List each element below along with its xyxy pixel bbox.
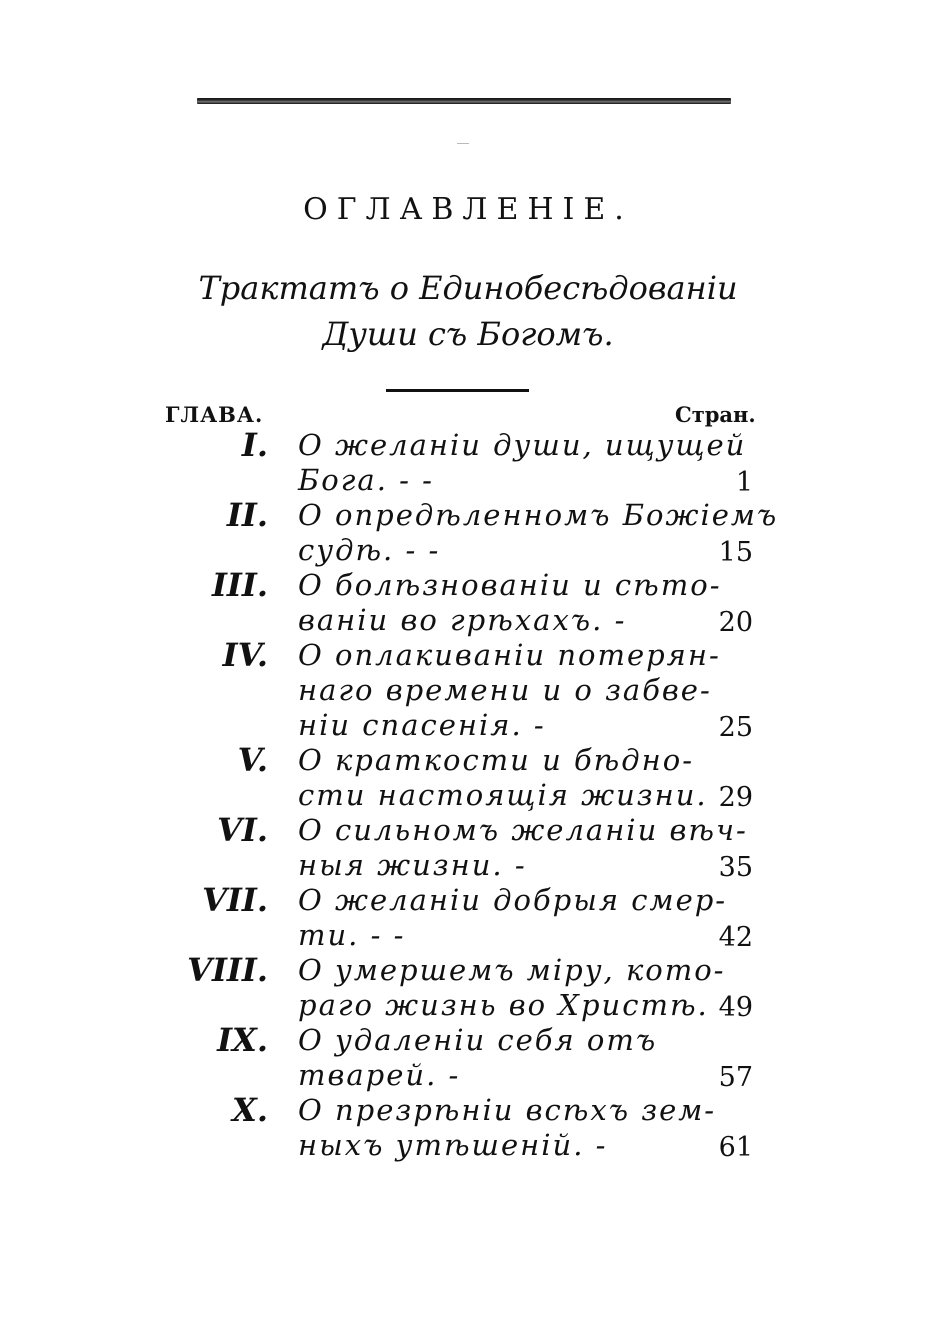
page-number: 1 bbox=[735, 467, 753, 498]
chapter-number: III. bbox=[211, 566, 268, 604]
chapter-title-line: раго жизнь во Христѣ. bbox=[298, 988, 709, 1022]
chapter-title-line: О удаленіи себя отъ bbox=[298, 1023, 658, 1057]
treatise-title-line-1: Трактатъ о Единобесѣдованіи bbox=[198, 269, 738, 307]
page-heading: ОГЛАВЛЕНІЕ. bbox=[303, 192, 633, 227]
page-number: 29 bbox=[718, 782, 753, 813]
page-number: 35 bbox=[718, 852, 753, 883]
page-number: 42 bbox=[718, 922, 753, 953]
page-number: 15 bbox=[718, 537, 753, 568]
chapter-title-line: О презрѣніи всѣхъ зем- bbox=[298, 1093, 717, 1127]
chapter-title-line: ніи спасенія. - bbox=[298, 708, 546, 742]
chapter-title-line: О желаніи души, ищущей bbox=[298, 428, 747, 462]
treatise-title-line-2: Души съ Богомъ. bbox=[322, 315, 614, 353]
chapter-title-line: судѣ. - - bbox=[298, 533, 441, 567]
chapter-title-line: О умершемъ міру, кото- bbox=[298, 953, 726, 987]
chapter-number: V. bbox=[237, 741, 268, 779]
chapter-title-line: О сильномъ желаніи вѣч- bbox=[298, 813, 748, 847]
page-number: 57 bbox=[718, 1062, 753, 1093]
chapter-title-line: наго времени и о забве- bbox=[298, 673, 712, 707]
chapter-title-line: ныхъ утѣшеній. - bbox=[298, 1128, 608, 1162]
chapter-title-line: О краткости и бѣдно- bbox=[298, 743, 695, 777]
page-number: 61 bbox=[718, 1132, 753, 1163]
chapter-title-line: О болѣзнованіи и сѣто- bbox=[298, 568, 722, 602]
page-number: 25 bbox=[718, 712, 753, 743]
chapter-title-line: Бога. - - bbox=[298, 463, 434, 497]
chapter-number: IV. bbox=[222, 636, 268, 674]
chapter-title-line: ныя жизни. - bbox=[298, 848, 527, 882]
chapter-number: IX. bbox=[217, 1021, 268, 1059]
chapter-number: VIII. bbox=[187, 951, 268, 989]
chapter-title-line: ти. - - bbox=[298, 918, 406, 952]
page-column-header: Стран. bbox=[675, 402, 756, 427]
chapter-title-line: О желаніи добрыя смер- bbox=[298, 883, 728, 917]
chapter-number: VII. bbox=[202, 881, 268, 919]
chapter-title-line: ваніи во грѣхахъ. - bbox=[298, 603, 627, 637]
chapter-number: X. bbox=[232, 1091, 268, 1129]
chapter-title-line: О оплакиваніи потерян- bbox=[298, 638, 721, 672]
chapter-number: II. bbox=[226, 496, 268, 534]
chapter-column-header: ГЛАВА. bbox=[165, 402, 264, 427]
page-number: 20 bbox=[718, 607, 753, 638]
chapter-number: VI. bbox=[217, 811, 268, 849]
chapter-title-line: тварей. - bbox=[298, 1058, 461, 1092]
chapter-title-line: О опредѣленномъ Божіемъ bbox=[298, 498, 779, 532]
page-number: 49 bbox=[718, 992, 753, 1023]
chapter-title-line: сти настоящія жизни. bbox=[298, 778, 708, 812]
chapter-number: I. bbox=[241, 426, 268, 464]
